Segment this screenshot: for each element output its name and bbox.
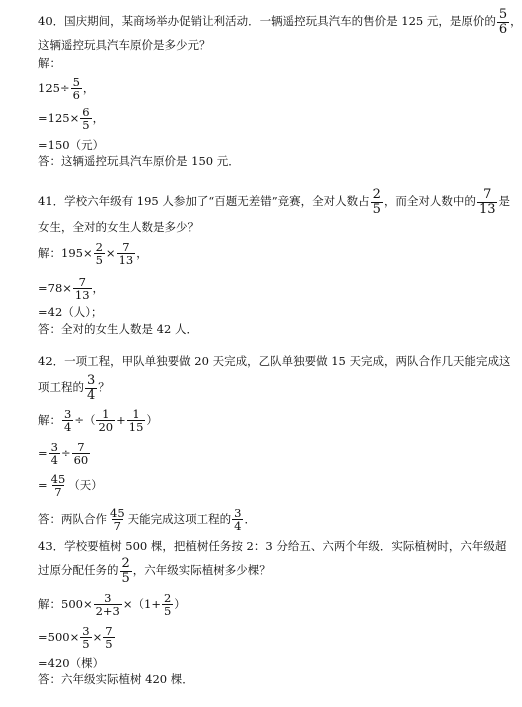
fraction: $\frac{7}{13}$: [478, 187, 496, 217]
fraction: $\frac{3}{4}$: [50, 440, 58, 468]
p40-question-fraction: $\frac{5}{6}$: [498, 7, 508, 37]
fraction: $\frac{3}{4}$: [87, 373, 96, 403]
fraction: $\frac{3}{2+3}$: [95, 591, 120, 619]
fraction: $\frac{1}{20}$: [98, 407, 114, 435]
p40-solution-label: 解：: [38, 56, 61, 70]
p41-question-line2: 女生，全对的女生人数是多少？: [38, 220, 199, 234]
fraction: $\frac{7}{5}$: [105, 624, 113, 652]
p42-question-line1: 42．一项工程，甲队单独要做 20 天完成，乙队单独要做 15 天完成，两队合作几天能完成这: [38, 354, 511, 368]
p43-answer: 答：六年级实际植树 420 棵．: [38, 672, 194, 686]
fraction: $\frac{3}{4}$: [234, 506, 242, 534]
p43-step2: =500× $\frac{3}{5}$ × $\frac{7}{5}$: [38, 624, 113, 652]
p42-step2: = $\frac{3}{4}$ ÷ $\frac{7}{60}$: [38, 440, 89, 468]
p40-question-line1: 40．国庆期间，某商场举办促销让利活动．一辆遥控玩具汽车的售价是 125 元，是原价的 $\frac{5}{6}$ ，: [38, 7, 522, 37]
fraction: $\frac{3}{5}$: [82, 624, 90, 652]
p40-step3: =150（元）: [38, 138, 105, 152]
p42-question-line2: 项工程的 $\frac{3}{4}$ ？: [38, 373, 110, 403]
fraction: $\frac{45}{7}$: [110, 506, 125, 534]
p41-question-line1: 41．学校六年级有 195 人参加了“百题无差错”竞赛，全对人数占 $\frac{2}{5}$ ，而全对人数中的 $\frac{7}{13}$ 是: [38, 187, 510, 217]
fraction: $\frac{7}{13}$: [118, 240, 134, 268]
p42-step1: 解： $\frac{3}{4}$ ÷（ $\frac{1}{20}$ + $\frac{1}{15}$ ）: [38, 407, 158, 435]
fraction: $\frac{3}{4}$: [64, 407, 72, 435]
fraction: $\frac{7}{13}$: [74, 275, 90, 303]
fraction: $\frac{6}{5}$: [82, 105, 90, 133]
p42-step3: = $\frac{45}{7}$ （天）: [38, 472, 103, 500]
p40-step1: 125÷ $\frac{5}{6}$ ，: [38, 75, 95, 103]
p41-step2: =78× $\frac{7}{13}$ ，: [38, 275, 105, 303]
p40-question-text: 40．国庆期间，某商场举办促销让利活动．一辆遥控玩具汽车的售价是 125 元，是原价的: [38, 14, 496, 29]
p40-step2: =125× $\frac{6}{5}$ ，: [38, 105, 105, 133]
fraction: $\frac{5}{6}$: [72, 75, 80, 103]
p43-question-line1: 43．学校要植树 500 棵，把植树任务按 2：3 分给五、六两个年级．实际植树时，六年级超: [38, 539, 507, 553]
fraction: $\frac{2}{5}$: [95, 240, 103, 268]
fraction: $\frac{2}{5}$: [163, 591, 172, 619]
fraction: $\frac{2}{5}$: [372, 187, 381, 217]
p43-question-line2: 过原分配任务的 $\frac{2}{5}$ ，六年级实际植树多少棵？: [38, 556, 271, 586]
p41-answer: 答：全对的女生人数是 42 人．: [38, 322, 198, 336]
fraction: $\frac{45}{7}$: [50, 472, 66, 500]
p43-step1: 解：500× $\frac{3}{2+3}$ ×（1+ $\frac{2}{5}$ ）: [38, 591, 186, 619]
p42-answer: 答：两队合作 $\frac{45}{7}$ 天能完成这项工程的 $\frac{3}{4}$ ．: [38, 506, 256, 534]
p40-question-line2: 这辆遥控玩具汽车原价是多少元？: [38, 38, 211, 52]
fraction: $\frac{2}{5}$: [121, 556, 130, 586]
p41-step3: =42（人）；: [38, 305, 103, 319]
fraction: $\frac{7}{60}$: [73, 440, 89, 468]
fraction: $\frac{1}{15}$: [128, 407, 144, 435]
p40-answer: 答：这辆遥控玩具汽车原价是 150 元．: [38, 154, 240, 168]
p43-step3: =420（棵）: [38, 656, 105, 670]
p41-step1: 解：195× $\frac{2}{5}$ × $\frac{7}{13}$ ，: [38, 240, 148, 268]
